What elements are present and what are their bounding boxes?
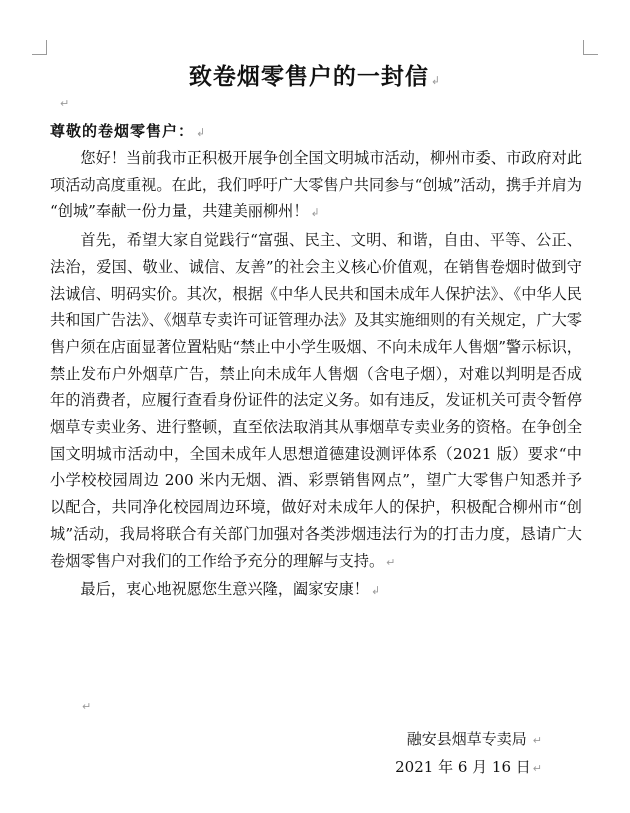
salutation-text: 尊敬的卷烟零售户： [50, 122, 195, 140]
signature-date: 2021 年 6 月 16 日 ↵ [395, 758, 542, 776]
paragraph-mark-icon: ↵ [386, 555, 396, 569]
body-paragraph [50, 145, 582, 227]
body-paragraph [50, 576, 582, 605]
title-text: 致卷烟零售户的一封信 [188, 63, 429, 90]
paragraph-mark-icon: ↵ [532, 762, 542, 775]
paragraph-mark-icon: ↲ [310, 206, 320, 220]
paragraph-text: 最后，衷心地祝愿您生意兴隆，阖家安康！ [80, 580, 369, 599]
paragraph-mark-icon: ↲ [196, 126, 207, 139]
salutation [50, 120, 206, 141]
signature-organization: 融安县烟草专卖局 ↵ [406, 730, 542, 748]
letter-body [50, 145, 582, 605]
document-title [0, 58, 630, 91]
blank-line-mark-icon: ↵ [60, 97, 70, 110]
blank-line-mark-icon: ↵ [82, 700, 92, 713]
paragraph-text: 首先，希望大家自觉践行“富强、民主、文明、和谐，自由、平等、公正、法治，爱国、敬业、诚信、友善”的社会主义核心价值观，在销售卷烟时做到守法诚信、明码实价。其次，根据《中华人民共和国未成年人保护法》、《中华人民共和国广告法》、《烟草专卖许可证管理办法》及其实施细则的有关规定，广大零售户须在店面显著位置粘贴“禁止中小学生吸烟、不向未成年人售烟”警示标识，禁止发布户外烟草广告，禁止向未成年人售烟（含电子烟），对难以判明是否成年的消费者，应履行查看身份证件的法定义务。如有违反，发证机关可责令暂停烟草专卖业务、进行整顿，直至依法取消其从事烟草专卖业务的资格。在争创全国文明城市活动中，全国未成年人思想道德建设测评体系（2021 版）要求“中小学校校园周边 200 米内无烟、酒、彩票销售网点”，望广大零售户知悉并予以配合，共同净化校园周边环境，做好对未成年人的保护，积极配合柳州市“创城”活动，我局将联合有关部门加强对各类涉烟违法行为的打击力度，恳请广大卷烟零售户对我们的工作给予充分的理解与支持。 [50, 231, 582, 570]
signature-block [395, 726, 542, 782]
margin-corner-top-left [32, 40, 47, 55]
body-paragraph [50, 227, 582, 576]
paragraph-mark-icon: ↲ [370, 584, 381, 598]
margin-corner-top-right [583, 40, 598, 55]
paragraph-text: 您好！当前我市正积极开展争创全国文明城市活动，柳州市委、市政府对此项活动高度重视。在此，我们呼吁广大零售户共同参与“创城”活动，携手并肩为 “创城”奉献一份力量，共建美丽柳州！ [50, 149, 582, 221]
paragraph-mark-icon: ↵ [532, 734, 542, 747]
paragraph-mark-icon: ↲ [430, 74, 442, 87]
